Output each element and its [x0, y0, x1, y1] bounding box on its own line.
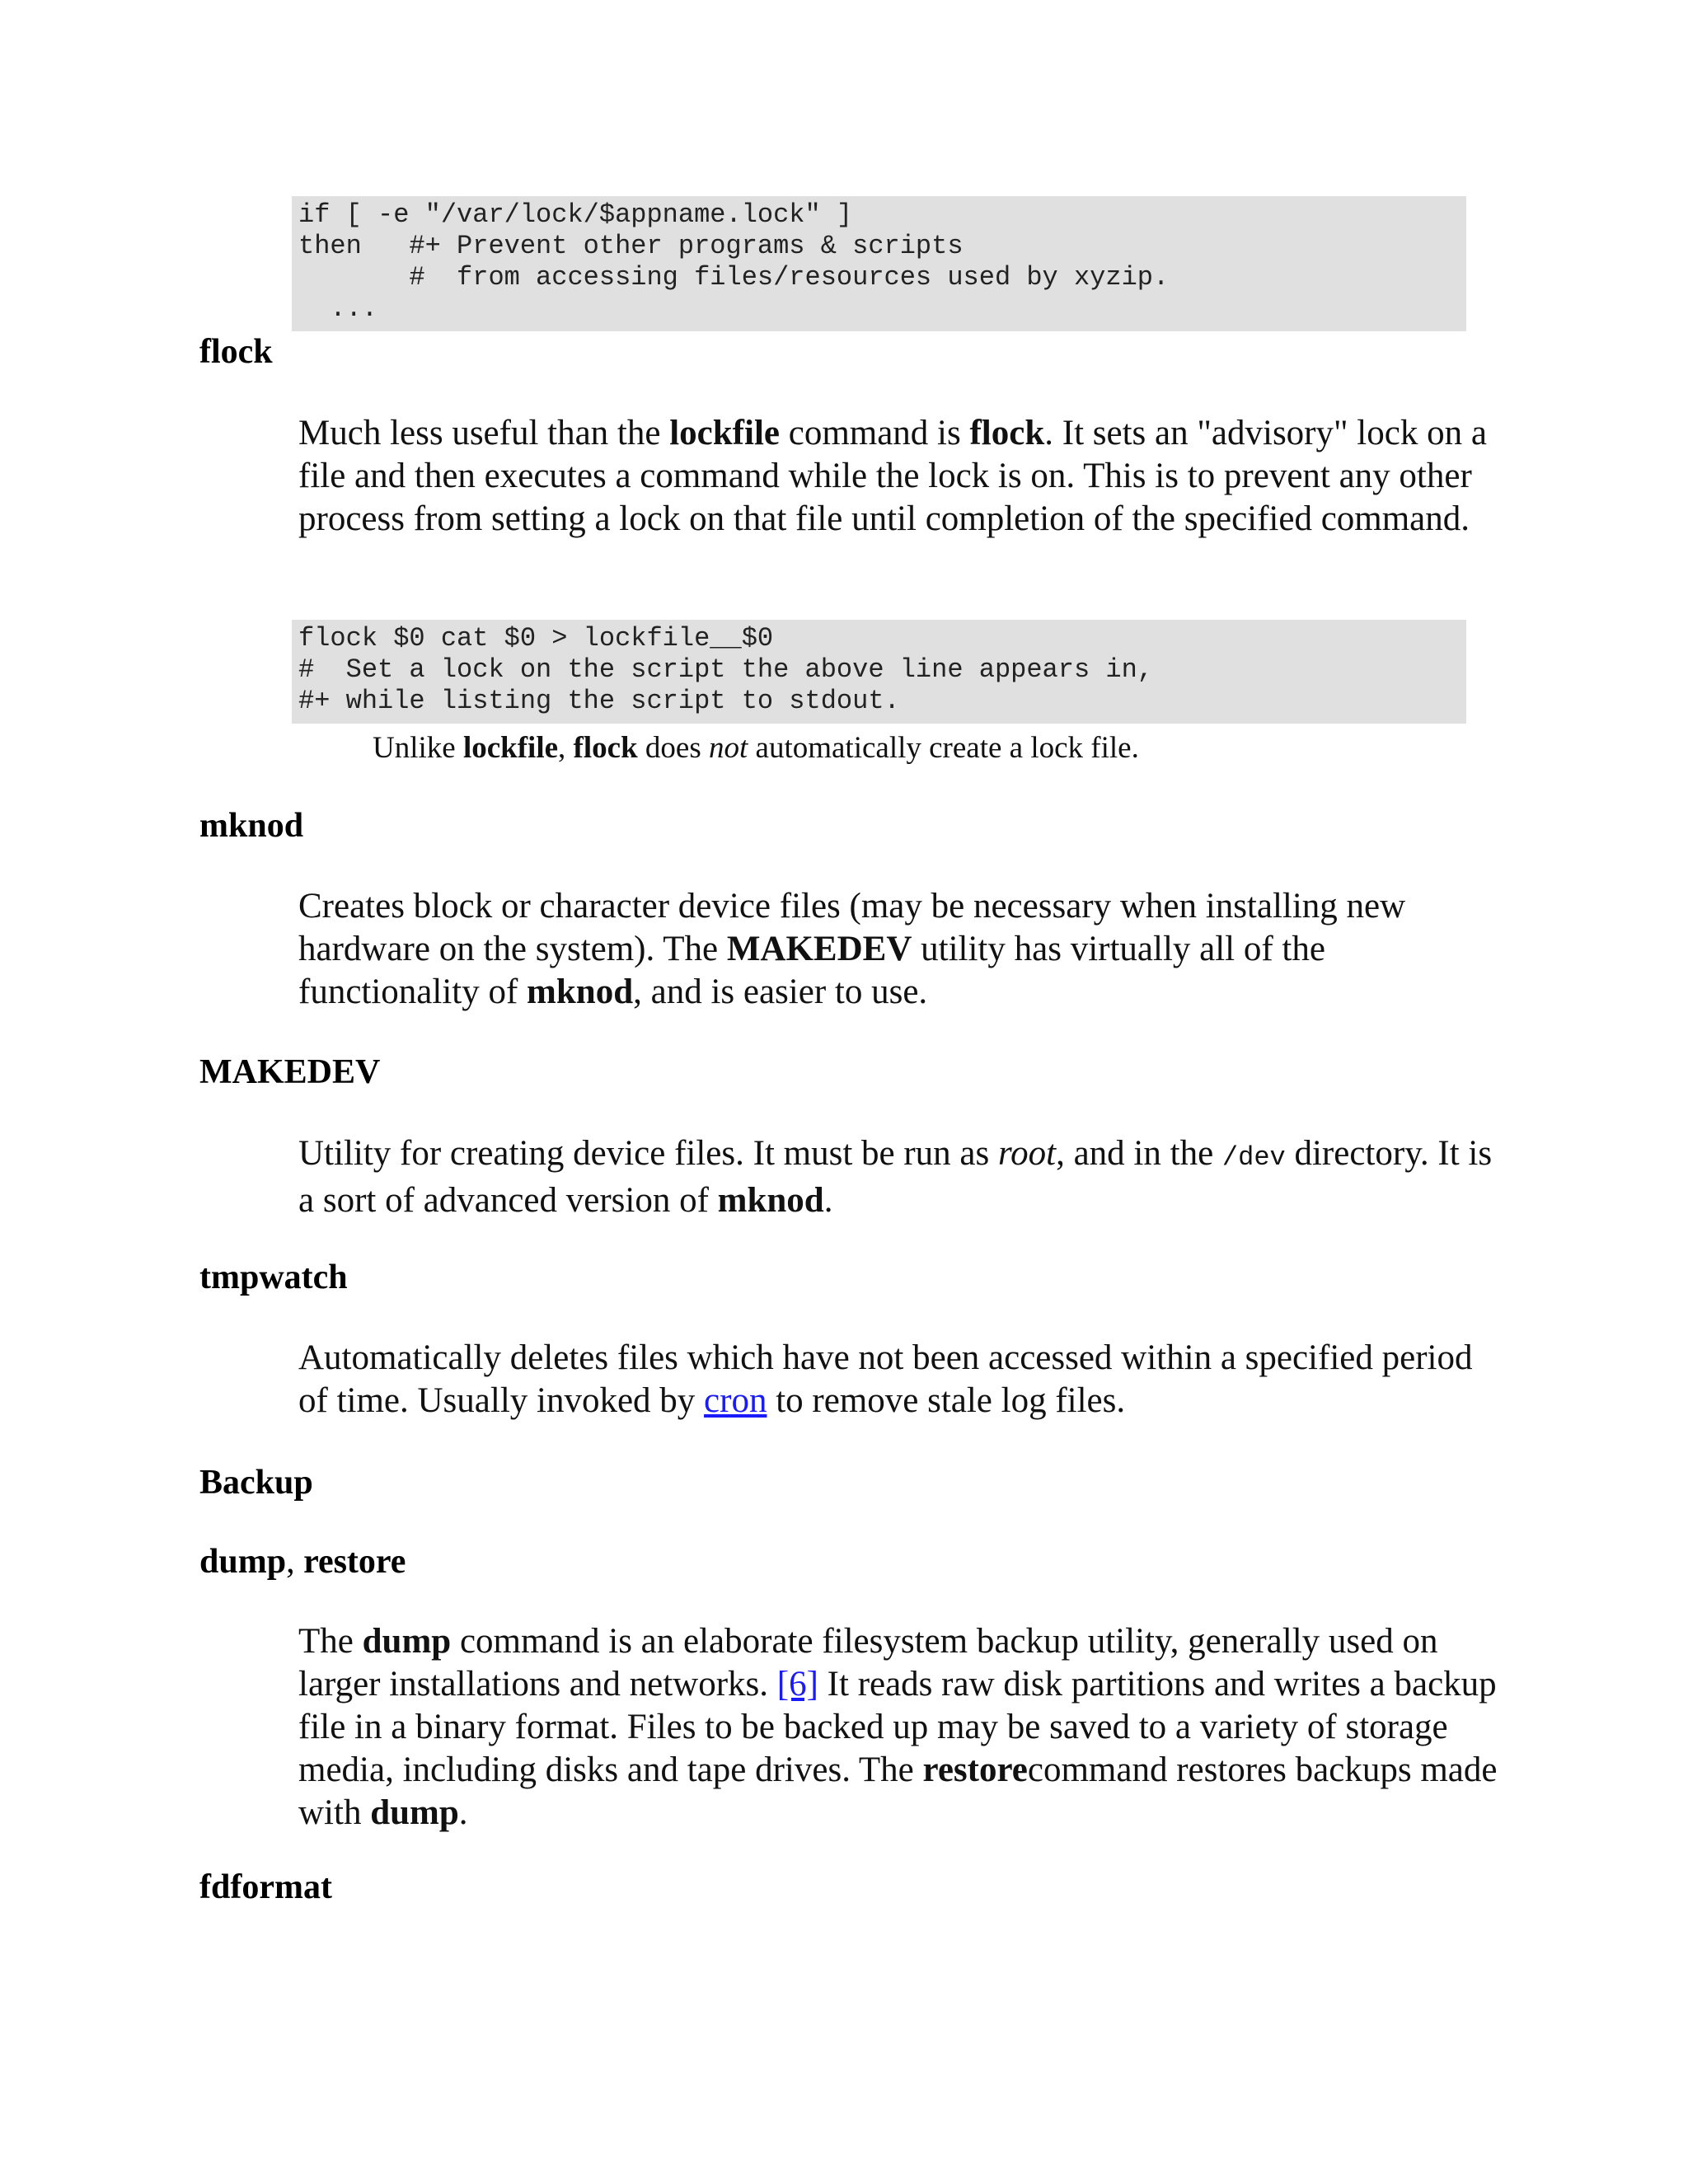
code-line: then #+ Prevent other programs & scripts — [298, 231, 964, 261]
command-dump: dump — [370, 1793, 459, 1832]
mknod-description: Creates block or character device files (may be necessary when installing new hardware on the system). The MAKEDEV utility has virtually all of the functionality of mknod, and is easier to use. — [298, 887, 1406, 1011]
command-flock: flock — [573, 731, 638, 765]
command-makedev: MAKEDEV — [726, 930, 912, 968]
emphasis-root: root — [998, 1134, 1057, 1173]
code-line: # from accessing files/resources used by xyzip. — [298, 262, 1170, 293]
link-cron[interactable]: cron — [704, 1381, 767, 1420]
command-lockfile: lockfile — [669, 414, 780, 452]
term-restore: restore — [303, 1543, 406, 1581]
term-fdformat: fdformat — [199, 1868, 332, 1906]
term-dump: dump — [199, 1543, 287, 1581]
command-mknod: mknod — [717, 1181, 824, 1220]
flock-description: Much less useful than the lockfile command is flock. It sets an "advisory" lock on a file and then executes a command while the lock is on. This is to prevent any other process from setting a lock on that file until completion of the specified command. — [298, 414, 1487, 538]
term-dump-restore: dump, restore — [199, 1543, 406, 1581]
makedev-description: Utility for creating device files. It must be run as root, and in the /dev directory. It is a sort of advanced version of mknod. — [298, 1134, 1493, 1220]
term-makedev: MAKEDEV — [199, 1053, 381, 1091]
section-heading-backup: Backup — [199, 1464, 313, 1502]
code-line: if [ -e "/var/lock/$appname.lock" ] — [298, 199, 853, 230]
code-line: # Set a lock on the script the above line appears in, — [298, 654, 1153, 685]
command-mknod: mknod — [527, 972, 634, 1011]
tmpwatch-description: Automatically deletes files which have not been accessed within a specified period of time. Usually invoked by cron to remove stale log files. — [298, 1338, 1473, 1420]
inline-code-dev: /dev — [1221, 1142, 1286, 1173]
command-dump: dump — [362, 1622, 452, 1661]
code-line: #+ while listing the script to stdout. — [298, 686, 900, 716]
command-lockfile: lockfile — [462, 731, 559, 765]
code-block-lockfile-check — [292, 196, 1466, 331]
command-restore: restore — [922, 1750, 1028, 1789]
term-tmpwatch: tmpwatch — [199, 1258, 348, 1296]
command-flock: flock — [969, 414, 1045, 452]
dump-description: The dump command is an elaborate filesystem backup utility, generally used on larger installations and networks. [6] It reads raw disk partitions and writes a backup file in a binary format. Files to be backed up may be saved to a variety of storage media, including disks and tape drives. The restorecommand restores backups made with dump. — [298, 1622, 1498, 1832]
code-line: ... — [298, 293, 378, 324]
footnote-link-6[interactable]: [6] — [776, 1665, 818, 1704]
emphasis-not: not — [708, 731, 748, 765]
term-flock: flock — [199, 333, 273, 371]
code-line: flock $0 cat $0 > lockfile__$0 — [298, 623, 774, 654]
flock-note: Unlike lockfile, flock does not automatically create a lock file. — [373, 731, 1139, 765]
code-block-flock-example — [292, 620, 1466, 724]
term-mknod: mknod — [199, 807, 304, 845]
